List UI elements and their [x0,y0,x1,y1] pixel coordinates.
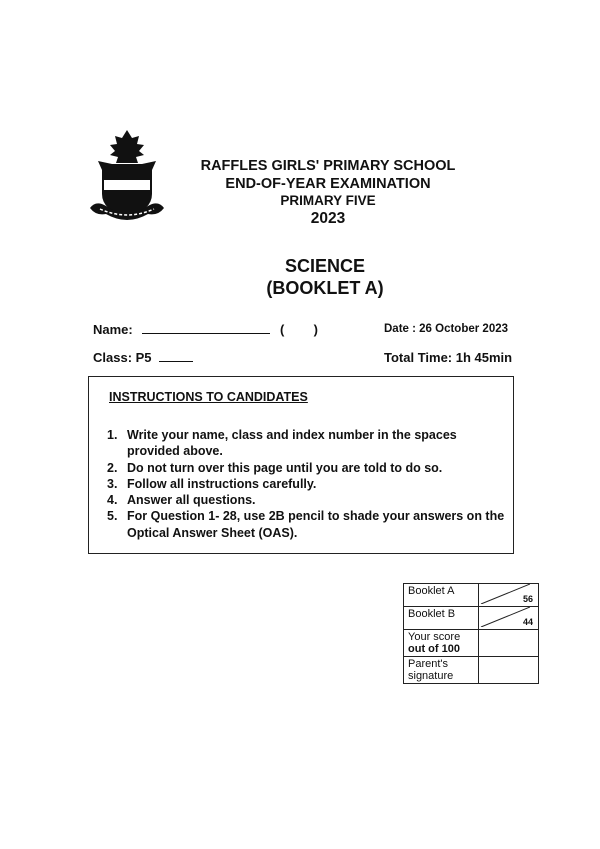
parent-signature-cell[interactable] [479,657,539,684]
class-label: Class: P5 [93,350,152,365]
class-field [93,350,193,365]
instruction-text: Do not turn over this page until you are told to do so. [127,460,443,475]
exam-date: Date : 26 October 2023 [384,323,509,335]
name-field [93,322,318,337]
total-score-label-line1: Your score [408,631,461,643]
index-open-paren: ( [280,322,285,337]
name-label: Name: [93,322,133,337]
index-blank[interactable] [288,324,310,334]
instruction-text: For Question 1- 28, use 2B pencil to shade your answers on the Optical Answer Sheet (OAS). [127,509,505,540]
booklet-b-max: 44 [522,617,533,627]
instruction-item [89,476,507,492]
booklet-b-score-cell[interactable] [479,607,539,630]
instruction-text: Answer all questions. [127,493,256,508]
name-blank[interactable] [142,323,270,334]
instructions-box [88,376,514,554]
booklet-title: (BOOKLET A) [266,278,384,298]
parent-signature-label-line2: signature [408,670,454,682]
index-close-paren: ) [313,322,318,337]
booklet-a-score-cell[interactable] [479,584,539,607]
exam-title: END-OF-YEAR EXAMINATION [225,176,431,192]
booklet-a-label: Booklet A [404,584,479,607]
instruction-number: 5. [107,509,118,524]
booklet-a-max: 56 [522,594,533,604]
total-score-label-line2: out of 100 [408,643,460,655]
total-time: Total Time: 1h 45min [384,350,513,365]
school-crest-logo [86,128,168,228]
school-name: RAFFLES GIRLS' PRIMARY SCHOOL [200,158,456,174]
instruction-number: 1. [107,428,118,442]
instruction-item [89,492,507,508]
instruction-number: 2. [107,460,118,475]
instructions-title: INSTRUCTIONS TO CANDIDATES [109,390,308,404]
parent-signature-label-line1: Parent's [408,658,449,670]
instruction-number: 3. [107,476,118,491]
instruction-item [89,460,507,476]
level-title: PRIMARY FIVE [280,193,376,208]
instruction-item [89,508,507,541]
parent-signature-label [404,657,479,684]
subject-title: SCIENCE [284,256,365,276]
instruction-text: Write your name, class and index number in the spaces provided above. [127,428,457,459]
score-table [403,583,539,684]
total-score-label [404,630,479,657]
exam-year: 2023 [310,210,346,227]
booklet-b-label: Booklet B [404,607,479,630]
instruction-number: 4. [107,493,118,508]
score-row-total [404,630,539,657]
score-row-signature [404,657,539,684]
instruction-item [89,427,507,460]
score-row-booklet-b [404,607,539,630]
instructions-list [89,427,507,541]
score-row-booklet-a [404,584,539,607]
instruction-text: Follow all instructions carefully. [127,476,317,491]
total-score-cell[interactable] [479,630,539,657]
class-blank[interactable] [159,351,193,362]
